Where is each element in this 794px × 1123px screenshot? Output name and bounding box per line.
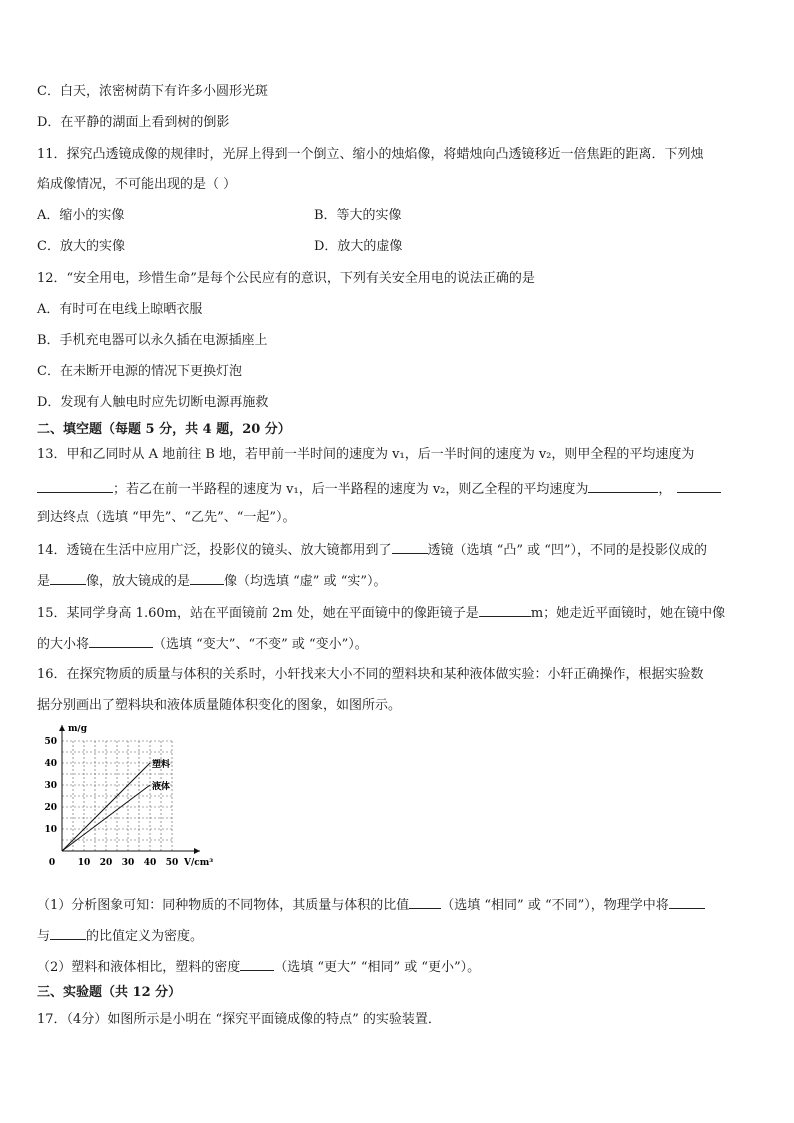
x-tick-label: 30 [121,858,135,868]
question-12: 12．“安全用电，珍惜生命”是每个公民应有的意识，下列有关安全用电的说法正确的是 [37,271,535,286]
answer-blank[interactable] [588,479,658,493]
mass-volume-chart [36,725,236,875]
question-16-part1-line1 [37,895,705,915]
question-16-part2 [37,957,480,977]
q13-comma: ， [658,482,672,497]
y-tick-label: 40 [44,759,57,769]
question-17: 17．（4分）如图所示是小明在 “探究平面镜成像的特点” 的实验装置． [37,1012,441,1027]
question-13-line1: 13．甲和乙同时从 A 地前往 B 地，若甲前一半时间的速度为 v₁，后一半时间的速度为 v₂，则甲全程的平均速度为 [37,447,695,462]
option-d-prev: D．在平静的湖面上看到树的倒影 [37,115,230,130]
answer-blank[interactable] [190,571,224,585]
answer-blank[interactable] [240,957,274,971]
y-axis-arrow [59,725,65,731]
q16-1-text-2: （选填 “相同” 或 “不同”），物理学中将 [441,898,669,913]
q16-1-text-4: 的比值定义为密度。 [86,929,204,944]
y-tick-label: 20 [44,803,57,813]
q15-text-4: （选填 “变大”、“不变” 或 “变小”）。 [153,637,368,652]
answer-blank[interactable] [89,634,153,648]
answer-blank[interactable] [669,895,705,909]
question-16-part1-line2 [37,926,203,946]
section-3-heading: 三、实验题（共 12 分） [37,985,182,1000]
q16-2-text-2: （选填 “更大” “相同” 或 “更小”）。 [274,960,481,975]
q11-option-d: D．放大的虚像 [314,239,403,254]
q14-text-5: 像（均选填 “虚” 或 “实”）。 [224,574,387,589]
question-16-line2: 据分别画出了塑料块和液体质量随体积变化的图象，如图所示。 [37,698,402,713]
question-15-line2 [37,634,368,654]
q12-option-a: A．有时可在电线上晾晒衣服 [37,302,203,317]
answer-blank[interactable] [479,603,531,617]
x-axis-label: V/cm³ [184,858,214,868]
q11-option-c: C．放大的实像 [37,239,125,254]
answer-blank[interactable] [677,479,721,493]
q12-option-b: B．手机充电器可以永久插在电源插座上 [37,333,268,348]
q15-text-3: 的大小将 [37,637,90,652]
x-axis-arrow [194,848,200,854]
q11-option-b: B．等大的实像 [314,208,402,223]
series-label: 液体 [152,782,171,792]
y-axis-label: m/g [68,725,88,734]
q14-text-2: 透镜（选填 “凸” 或 “凹”），不同的是投影仪成的 [427,543,708,558]
q13-mid-text: ；若乙在前一半路程的速度为 v₁，后一半路程的速度为 v₂，则乙全程的平均速度为 [113,482,589,497]
q14-text-1: 14．透镜在生活中应用广泛，投影仪的镜头、放大镜都用到了 [37,543,392,558]
question-14-line1 [37,540,707,560]
question-13-line2 [37,479,721,499]
q12-option-d: D．发现有人触电时应先切断电源再施救 [37,395,269,410]
question-13-line3: 到达终点（选填 “甲先”、“乙先”、“一起”）。 [37,510,296,525]
section-2-heading: 二、填空题（每题 5 分，共 4 题，20 分） [37,422,291,437]
answer-blank[interactable] [37,479,113,493]
q14-text-4: 像，放大镜成的是 [86,574,191,589]
q16-1-text-3: 与 [37,929,51,944]
q14-text-3: 是 [37,574,51,589]
y-tick-label: 50 [44,737,57,747]
question-16-line1: 16．在探究物质的质量与体积的关系时，小轩找来大小不同的塑料块和某种液体做实验：小轩正确操作，根据实验数 [37,667,704,682]
y-tick-label: 30 [44,781,57,791]
y-tick-label: 10 [44,825,57,835]
x-tick-label: 40 [143,858,157,868]
q16-1-text-1: （1）分析图象可知：同种物质的不同物体，其质量与体积的比值 [37,898,410,913]
x-tick-label: 50 [165,858,179,868]
q11-option-a: A．缩小的实像 [37,208,125,223]
answer-blank[interactable] [392,540,428,554]
q12-option-c: C．在未断开电源的情况下更换灯泡 [37,364,242,379]
question-11-line1: 11．探究凸透镜成像的规律时，光屏上得到一个倒立、缩小的烛焰像，将蜡烛向凸透镜移近一倍焦距的距离．下列烛 [37,147,704,162]
answer-blank[interactable] [50,926,86,940]
x-tick-label: 10 [77,858,91,868]
q15-text-2: m；她走近平面镜时，她在镜中像 [530,606,726,621]
answer-blank[interactable] [409,895,441,909]
origin-label: 0 [48,858,56,868]
question-11-line2: 焰成像情况，不可能出现的是（ ） [37,177,237,192]
question-15-line1 [37,603,725,623]
answer-blank[interactable] [50,571,86,585]
question-14-line2 [37,571,387,591]
q15-text-1: 15．某同学身高 1.60m，站在平面镜前 2m 处，她在平面镜中的像距镜子是 [37,606,479,621]
q16-2-text-1: （2）塑料和液体相比，塑料的密度 [37,960,241,975]
x-tick-label: 20 [99,858,113,868]
series-label: 塑料 [152,760,171,770]
option-c-prev: C．白天，浓密树荫下有许多小圆形光斑 [37,84,268,99]
